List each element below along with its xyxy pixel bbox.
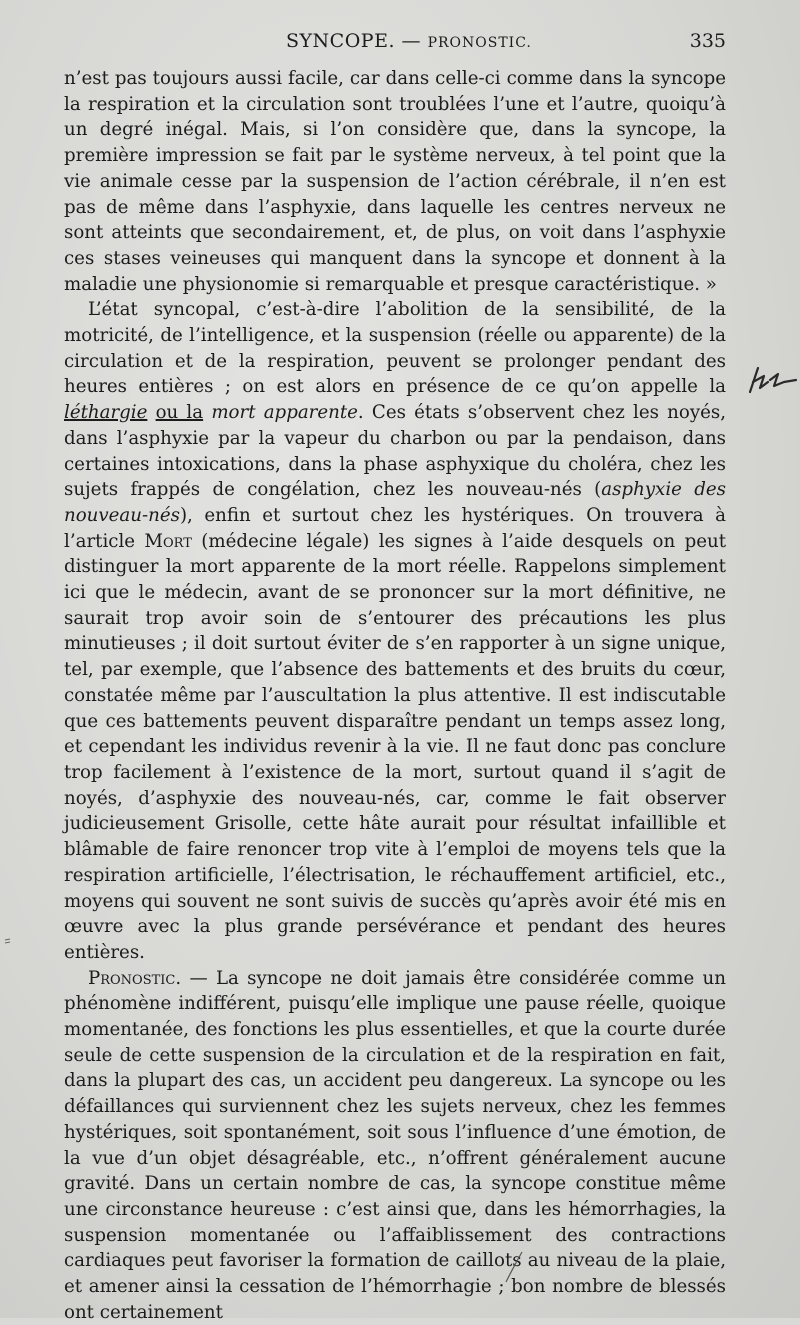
text-run: (médecine légale) les signes à l’aide desquels on peut distinguer la mort apparente de la mort réelle. Rappelons simplement ici que le médecin, avant de se prononcer sur la mort définitive, ne saurait trop avoir soin de s’entourer des précautions les plus minutieuses ; il doit surtout éviter de s’en rapporter à un signe unique, tel, par exemple, que l’absence des battements et des bruits du cœur, constatée même par l’auscultation la plus attentive. Il est indiscutable que ces battements peuvent disparaître pendant un temps assez long, et cependant les individus revenir à la vie. Il ne faut donc pas conclure trop facilement à l’existence de la mort, surtout quand il s’agit de noyés, d’asphyxie des nouveau-nés, car, comme le fait observer judicieusement Grisolle, cette hâte aurait pour résultat infaillible et blâmable de faire renoncer trop vite à l’emploi de moyens tels que la respiration artificielle, l’électrisation, le réchauffement artificiel, etc., moyens qui souvent ne sont suivis de succès qu’après avoir été mis en œuvre avec la plus grande persévérance et pendant des heures entières.: [64, 530, 726, 963]
text-run: asphyxie des nouveau-nés: [64, 479, 726, 526]
running-title: [286, 30, 532, 52]
text-run: Mort: [144, 530, 192, 552]
text-run: mort apparente: [211, 402, 358, 424]
running-header: [66, 30, 726, 60]
margin-dot-icon: [2, 936, 14, 948]
running-title-main: SYNCOPE. —: [286, 30, 422, 52]
text-run: Pronostic.: [88, 967, 182, 989]
text-run: L’état syncopal, c’est-à-dire l’abolition de la sensibilité, de la motricité, de l’intelligence, et la suspension (réelle ou apparente) de la circulation et de la respiration, peuvent se prolonger pendant des heures entières ; on est alors en présence de ce qu’on appelle la: [64, 299, 726, 398]
paragraph-2: [64, 297, 726, 965]
running-title-section: PRONOSTIC.: [427, 35, 532, 51]
pencil-stroke-icon: [498, 1248, 528, 1288]
text-run: n’est pas toujours aussi facile, car dans celle-ci comme dans la syncope la respiration et la circulation sont troublées l’une et l’autre, quoiqu’à un degré inégal. Mais, si l’on considère que, dans la syncope, la première impression se fait par le système nerveux, à tel point que la vie animale cesse par la suspension de l’action cérébrale, il n’en est pas de même dans l’asphyxie, dans laquelle les centres nerveux ne sont atteints que secondairement, et, de plus, on voit dans l’asphyxie ces stases veineuses qui manquent dans la syncope et donnent à la maladie une physionomie si remarquable et presque caractéristique. »: [64, 68, 726, 295]
text-run: [147, 402, 155, 423]
paragraph-1: [64, 66, 726, 297]
handwritten-margin-mark-icon: [744, 360, 800, 400]
paragraph-3: [64, 966, 726, 1325]
text-run: léthargie: [64, 402, 148, 424]
text-run: ou la: [155, 402, 204, 424]
text-run: — La syncope ne doit jamais être considérée comme un phénomène indifférent, puisqu’elle implique une pause réelle, quoique momentanée, des fonctions les plus essentielles, et que la courte durée seule de cette suspension de la circulation et de la respiration en fait, dans la plupart des cas, un accident peu dangereux. La syncope ou les défaillances qui surviennent chez les sujets nerveux, chez les femmes hystériques, soit spontanément, soit sous l’influence d’une émotion, de la vue d’un objet désagréable, etc., n’offrent généralement aucune gravité. Dans un certain nombre de cas, la syncope constitue même une circonstance heureuse : c’est ainsi que, dans les hémorrhagies, la suspension momentanée ou l’affaiblissement des contractions cardiaques peut favoriser la formation de caillots au niveau de la plaie, et amener ainsi la cessation de l’hémorrhagie ; bon nombre de blessés ont certainement: [64, 967, 726, 1323]
page-number: 335: [689, 30, 726, 52]
body-text: [64, 66, 726, 1325]
text-run: . Ces états s’observent chez les noyés, dans l’asphyxie par la vapeur du charbon ou par la pendaison, dans certaines intoxications, dans la phase asphyxique du choléra, chez les sujets frappés de congélation, chez les nouveau-nés (: [64, 402, 726, 501]
text-run: ), enfin et surtout chez les hystériques. On trouvera à l’article: [64, 504, 726, 552]
